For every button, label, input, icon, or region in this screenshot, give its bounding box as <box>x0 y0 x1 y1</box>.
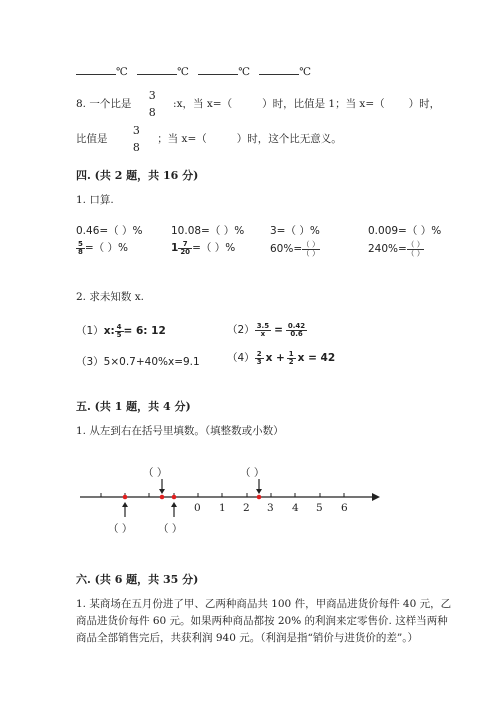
temperature-blanks-row: ℃ ℃ ℃ ℃ <box>76 63 311 78</box>
point-marker <box>172 495 177 500</box>
tick-label: 0 <box>194 502 201 514</box>
fraction: $\frac{3.5}{x}$ <box>256 321 270 338</box>
question-6-1-line: 商品进货价每件 60 元。如果两种商品都按 20% 的利润来定零售价. 这样当两种 <box>76 615 448 627</box>
mental-math-item: $\frac{5}{8}$ =（ ）% <box>78 239 128 256</box>
axis-arrow-head <box>372 493 380 501</box>
answer-parens-top[interactable]: （ ） <box>143 467 168 479</box>
section-6-title: 六. (共 6 题，共 35 分) <box>76 573 199 586</box>
tick-label: 6 <box>341 502 348 514</box>
equation-3: （3）5×0.7+40%x=9.1 <box>76 356 200 368</box>
fraction: $\frac{2}{3}$ <box>256 349 262 366</box>
section-4-title: 四. (共 2 题，共 16 分) <box>76 169 199 182</box>
answer-blank[interactable] <box>137 63 177 75</box>
question-8-line-2: 比值是 3 8 ；当 x=（ ）时，这个比无意义。 <box>76 124 342 154</box>
fraction: $\frac{5}{8}$ <box>78 239 83 256</box>
fraction: 3 8 <box>132 124 140 154</box>
equation-4: （4） $\frac{2}{3}$ x + $\frac{1}{2}$ x = 42 <box>227 349 336 366</box>
fraction: $\frac{( )}{( )}$ <box>406 240 425 258</box>
equation-2: （2） $\frac{3.5}{x}$ = $\frac{0.42}{0.6}$ <box>227 321 306 338</box>
point-marker <box>123 495 128 500</box>
mental-math-item: 0.009=（ ）% <box>368 225 442 237</box>
equation-1: （1）x: $\frac{4}{5}$ = 6: 12 <box>76 322 166 339</box>
question-6-1-line: 商品全部销售完后，共获利润 940 元。（利润是指“销价与进货价的差”。） <box>76 632 418 644</box>
fraction: $\frac{0.42}{0.6}$ <box>287 321 306 338</box>
question-4-2-title: 2. 求未知数 x. <box>76 291 144 303</box>
mental-math-item: 60%= $\frac{( )}{( )}$ <box>270 240 320 258</box>
tick-label: 2 <box>243 502 250 514</box>
fraction: $\frac{4}{5}$ <box>116 322 122 339</box>
fraction: 3 8 <box>148 89 156 119</box>
answer-blank[interactable] <box>198 63 238 75</box>
answer-parens-bottom[interactable]: （ ） <box>108 523 133 535</box>
point-marker <box>257 495 262 500</box>
mental-math-item: 10.08=（ ）% <box>171 225 245 237</box>
fraction: $\frac{7}{20}$ <box>180 239 191 256</box>
mental-math-item: 3=（ ）% <box>270 225 320 237</box>
question-5-1: 1. 从左到右在括号里填数。（填整数或小数） <box>76 425 284 437</box>
tick-label: 1 <box>219 502 226 514</box>
mental-math-item: 240%= $\frac{( )}{( )}$ <box>368 240 425 258</box>
mental-math-item: 1 $\frac{7}{20}$ =（ ）% <box>171 239 236 256</box>
answer-parens-bottom[interactable]: （ ） <box>158 523 183 535</box>
tick-label: 4 <box>292 502 299 514</box>
question-6-1-line: 1. 某商场在五月份进了甲、乙两种商品共 100 件，甲商品进货价每件 40 元，乙 <box>76 598 452 610</box>
tick-label: 5 <box>316 502 323 514</box>
answer-parens-top[interactable]: （ ） <box>240 467 265 479</box>
question-4-1-title: 1. 口算. <box>76 194 114 206</box>
question-8-line-1: 8. 一个比是 3 8 :x，当 x=（ ）时，比值是 1；当 x=（ ）时， <box>76 89 441 119</box>
mental-math-item: 0.46=（ ）% <box>76 225 143 237</box>
fraction: $\frac{1}{2}$ <box>288 349 294 366</box>
answer-blank[interactable] <box>259 63 299 75</box>
answer-blank[interactable] <box>76 63 116 75</box>
fraction: $\frac{( )}{( )}$ <box>302 240 320 258</box>
tick-label: 3 <box>267 502 274 514</box>
point-marker <box>160 495 165 500</box>
section-5-title: 五. (共 1 题，共 4 分) <box>76 400 191 413</box>
